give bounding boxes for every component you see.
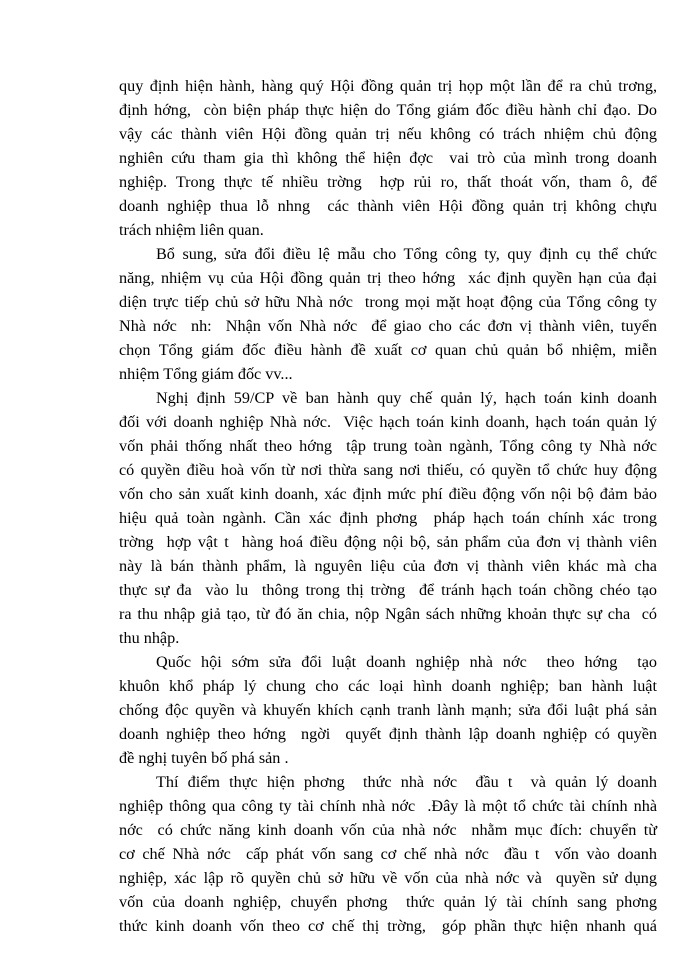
text-line: đối với doanh nghiệp Nhà nớc. Việc hạch toán kinh doanh, hạch toán quản lý — [119, 413, 657, 431]
text-line: năng, nhiệm vụ của Hội đồng quản trị theo hớng xác định quyền hạn của đại — [119, 269, 657, 287]
text-line: khuôn khổ pháp lý chung cho các loại hình doanh nghiệp; ban hành luật — [119, 677, 657, 695]
text-line: thu nhập. — [119, 629, 180, 647]
text-line: này là bán thành phẩm, là nguyên liệu của đơn vị thành viên khác mà cha — [119, 557, 657, 575]
text-line: vốn của doanh nghiệp, chuyển phơng thức quản lý tài chính sang phơng — [119, 893, 657, 911]
text-line: chống độc quyền và khuyến khích cạnh tranh lành mạnh; sửa đổi luật phá sản — [119, 701, 657, 719]
text-line: cơ chế Nhà nớc cấp phát vốn sang cơ chế nhà nớc đầu t vốn vào doanh — [119, 845, 657, 863]
paragraph — [119, 650, 657, 770]
text-line: diện trực tiếp chủ sở hữu Nhà nớc trong mọi mặt hoạt động của Tổng công ty — [119, 293, 657, 311]
text-line: chọn Tổng giám đốc điều hành đề xuất cơ quan chủ quản bổ nhiệm, miễn — [119, 341, 657, 359]
text-line: trách nhiệm liên quan. — [119, 221, 264, 239]
text-line: doanh nghiệp thua lỗ nhng các thành viên Hội đồng quản trị không chựu — [119, 197, 657, 215]
text-line: Bổ sung, sửa đổi điều lệ mẫu cho Tổng công ty, quy định cụ thể chức — [156, 245, 657, 263]
text-line: nghiệp, xác lập rõ quyền chủ sở hữu về vốn của nhà nớc và quyền sử dụng — [119, 869, 657, 887]
paragraph — [119, 242, 657, 386]
text-line: Nghị định 59/CP về ban hành quy chế quản lý, hạch toán kinh doanh — [156, 389, 657, 407]
text-line: hiệu quả toàn ngành. Cần xác định phơng pháp hạch toán chính xác trong — [119, 509, 657, 527]
text-line: đề nghị tuyên bố phá sản . — [119, 749, 289, 767]
paragraph — [119, 770, 657, 938]
text-line: trờng hợp vật t hàng hoá điều động nội bộ, sản phẩm của đơn vị thành viên — [119, 533, 657, 551]
paragraph — [119, 74, 657, 242]
text-line: Thí điểm thực hiện phơng thức nhà nớc đầu t và quản lý doanh — [156, 773, 657, 791]
text-line: thực sự đa vào lu thông trong thị trờng để tránh hạch toán chồng chéo tạo — [119, 581, 657, 599]
paragraph — [119, 386, 657, 650]
text-line: nớc có chức năng kinh doanh vốn của nhà nớc nhằm mục đích: chuyển từ — [119, 821, 657, 839]
document-body — [119, 74, 657, 938]
text-line: Nhà nớc nh: Nhận vốn Nhà nớc để giao cho các đơn vị thành viên, tuyển — [119, 317, 657, 335]
text-line: định hớng, còn biện pháp thực hiện do Tổng giám đốc điều hành chỉ đạo. Do — [119, 101, 657, 119]
text-line: nhiệm Tổng giám đốc vv... — [119, 365, 293, 383]
text-line: vậy các thành viên Hội đồng quản trị nếu không có trách nhiệm chủ động — [119, 125, 657, 143]
text-line: vốn phải thống nhất theo hớng tập trung toàn ngành, Tổng công ty Nhà nớc — [119, 437, 657, 455]
text-line: quy định hiện hành, hàng quý Hội đồng quản trị họp một lần để ra chủ trơng, — [119, 77, 657, 95]
text-line: thức kinh doanh vốn theo cơ chế thị trờng, góp phần thực hiện nhanh quá — [119, 917, 657, 935]
text-line: nghiên cứu tham gia thì không thể hiện đợc vai trò của mình trong doanh — [119, 149, 657, 167]
text-line: nghiệp thông qua công ty tài chính nhà nớc .Đây là một tổ chức tài chính nhà — [119, 797, 657, 815]
text-line: nghiệp. Trong thực tế nhiều trờng hợp rủi ro, thất thoát vốn, tham ô, để — [119, 173, 657, 191]
text-line: ra thu nhập giả tạo, từ đó ăn chia, nộp Ngân sách những khoản thực sự cha có — [119, 605, 657, 623]
text-line: có quyền điều hoà vốn từ nơi thừa sang nơi thiếu, có quyền tổ chức huy động — [119, 461, 657, 479]
text-line: Quốc hội sớm sửa đổi luật doanh nghiệp nhà nớc theo hớng tạo — [156, 653, 657, 671]
text-line: doanh nghiệp theo hớng ngời quyết định thành lập doanh nghiệp có quyền — [119, 725, 657, 743]
text-line: vốn cho sản xuất kinh doanh, xác định mức phí điều động vốn nội bộ đảm bảo — [119, 485, 657, 503]
